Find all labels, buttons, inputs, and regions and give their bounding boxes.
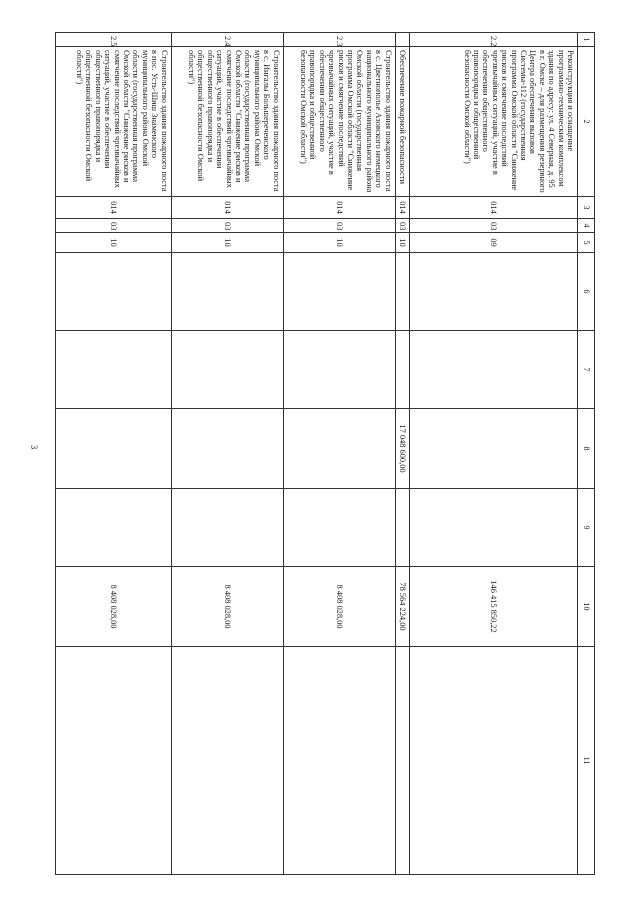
cell-col4: 03 xyxy=(171,219,283,233)
cell-col6 xyxy=(395,253,409,331)
row-name: Обеспечение пожарной безопасности xyxy=(395,47,409,197)
cell-col3: 014 xyxy=(410,197,578,219)
header-cell: 1 xyxy=(578,33,595,47)
header-cell: 9 xyxy=(578,489,595,567)
cell-col10: 146 415 850,22 xyxy=(410,567,578,647)
row-number: 2.5 xyxy=(56,33,172,47)
cell-col4: 03 xyxy=(56,219,172,233)
table-row xyxy=(56,33,172,875)
cell-col6 xyxy=(56,253,172,331)
cell-col9 xyxy=(283,489,395,567)
cell-col3: 014 xyxy=(283,197,395,219)
cell-col3: 014 xyxy=(56,197,172,219)
cell-col10: 8 408 028,00 xyxy=(56,567,172,647)
cell-col7 xyxy=(410,331,578,409)
cell-col9 xyxy=(410,489,578,567)
cell-col4: 03 xyxy=(395,219,409,233)
cell-col10: 8 408 028,00 xyxy=(283,567,395,647)
table-row xyxy=(171,33,283,875)
cell-col8 xyxy=(283,409,395,489)
cell-col9 xyxy=(171,489,283,567)
header-row xyxy=(578,33,595,875)
cell-col8 xyxy=(171,409,283,489)
header-cell: 4 xyxy=(578,219,595,233)
cell-col10: 78 564 224,00 xyxy=(395,567,409,647)
cell-col7 xyxy=(395,331,409,409)
budget-table xyxy=(55,32,595,875)
cell-col11 xyxy=(395,647,409,875)
header-cell: 5 xyxy=(578,233,595,253)
cell-col7 xyxy=(56,331,172,409)
table-row xyxy=(395,33,409,875)
row-name: Реконструкция и оснащение программно-техническим комплексом здания по адресу: ул. 4 Северная, д. 95 в г. Омске – для размещения резервного Центра обеспечения вызовов Системы-112 (государственная программа Омской области "Снижение рисков и смягчение последствий чрезвычайных ситуаций, участие в обеспечении общественного правопорядка и общественной безопасности Омской области") xyxy=(410,47,578,197)
cell-col11 xyxy=(56,647,172,875)
cell-col8 xyxy=(410,409,578,489)
cell-col10: 8 408 028,00 xyxy=(171,567,283,647)
header-cell: 8 xyxy=(578,409,595,489)
cell-col5: 10 xyxy=(395,233,409,253)
row-number: 2.3 xyxy=(283,33,395,47)
cell-col4: 03 xyxy=(283,219,395,233)
cell-col7 xyxy=(283,331,395,409)
cell-col9 xyxy=(56,489,172,567)
header-cell: 7 xyxy=(578,331,595,409)
cell-col11 xyxy=(283,647,395,875)
cell-col5: 10 xyxy=(171,233,283,253)
cell-col8: 17 048 600,00 xyxy=(395,409,409,489)
cell-col8 xyxy=(56,409,172,489)
row-number: 2.4 xyxy=(171,33,283,47)
row-name: Строительство здания пожарного поста в с. Ингалы Большереченского муниципального района Омской области (государственная программа Омской области "Снижение рисков и смягчение последствий чрезвычайных ситуаций, участие в обеспечении общественного правопорядка и общественной безопасности Омской области") xyxy=(171,47,283,197)
page-number: 3 xyxy=(29,444,39,450)
cell-col5: 10 xyxy=(56,233,172,253)
header-cell: 6 xyxy=(578,253,595,331)
document-sheet xyxy=(55,32,595,874)
cell-col9 xyxy=(395,489,409,567)
cell-col6 xyxy=(410,253,578,331)
cell-col6 xyxy=(171,253,283,331)
table-row xyxy=(410,33,578,875)
row-name: Строительство здания пожарного поста в с. Цветнополье Азовского немецкого национального муниципального района Омской области (государственная программа Омской области "Снижение рисков и смягчение последствий чрезвычайных ситуаций, участие в обеспечении общественного правопорядка и общественной безопасности Омской области") xyxy=(283,47,395,197)
cell-col11 xyxy=(410,647,578,875)
row-number: 2.2 xyxy=(410,33,578,47)
cell-col7 xyxy=(171,331,283,409)
cell-col6 xyxy=(283,253,395,331)
cell-col5: 09 xyxy=(410,233,578,253)
cell-col11 xyxy=(171,647,283,875)
header-cell: 11 xyxy=(578,647,595,875)
cell-col3: 014 xyxy=(395,197,409,219)
cell-col3: 014 xyxy=(171,197,283,219)
table-row xyxy=(283,33,395,875)
row-number xyxy=(395,33,409,47)
cell-col5: 10 xyxy=(283,233,395,253)
cell-col4: 03 xyxy=(410,219,578,233)
header-cell: 3 xyxy=(578,197,595,219)
row-name: Строительство здания пожарного поста в пос. Усть-Шиш Знаменского муниципального района Омской области (государственная программа Омской области "Снижение рисков и смягчение последствий чрезвычайных ситуаций, участие в обеспечении общественного правопорядка и общественной безопасности Омской области") xyxy=(56,47,172,197)
rotated-table-container xyxy=(55,32,595,874)
header-cell: 10 xyxy=(578,567,595,647)
header-cell: 2 xyxy=(578,47,595,197)
